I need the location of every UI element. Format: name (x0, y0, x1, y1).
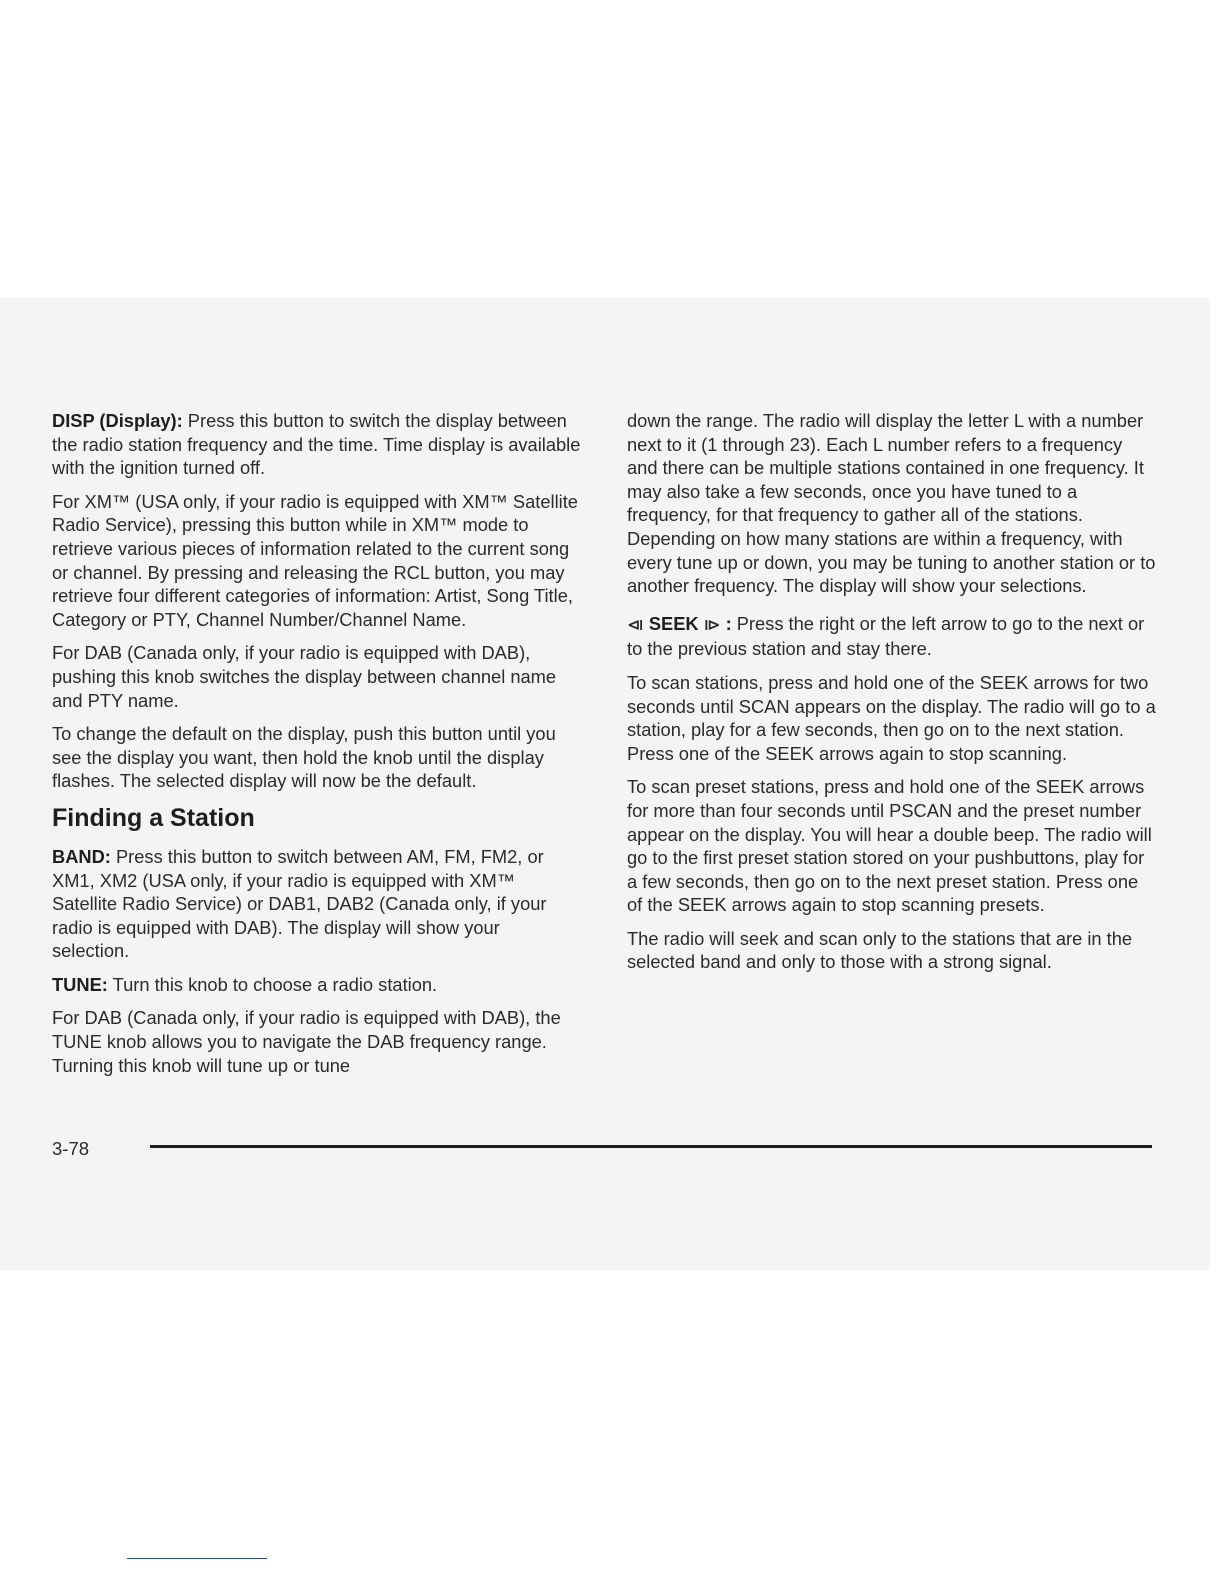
disp-default-paragraph: To change the default on the display, push this button until you see the display you want, then hold the knob until the display flashes. The selected display will now be the default. (52, 723, 556, 792)
band-text: Press this button to switch between AM, FM, FM2, or XM1, XM2 (USA only, if your radio is equipped with XM™ Satellite Radio Service) or DAB1, DAB2 (Canada only, if your radio is equipped with DAB). The display will show your selection. (52, 845, 547, 962)
tune-text: Turn this knob to choose a radio station. (107, 973, 438, 995)
seek-scan-note-paragraph: The radio will seek and scan only to the stations that are in the selected band and only to those with a strong signal. (627, 927, 1133, 973)
footer-rule (150, 1145, 1152, 1148)
seek-term-suffix: : (720, 612, 732, 634)
seek-text: Press the right or the left arrow to go to the next or to the previous station and stay there. (627, 612, 1145, 660)
preset-scan-paragraph: To scan preset stations, press and hold one of the SEEK arrows for more than four seconds until PSCAN and the preset number appear on the display. You will hear a double beep. The radio will go to the first preset station stored on your pushbuttons, play for a few seconds, then go on to the next preset station. Press one of the SEEK arrows again to stop scanning presets. (627, 776, 1152, 916)
right-column (627, 409, 1157, 984)
seek-left-icon: ⧏ (627, 616, 644, 634)
section-heading: Finding a Station (52, 803, 255, 832)
tune-continuation-paragraph: down the range. The radio will display the letter L with a number next to it (1 through 23). Each L number refers to a frequency and there can be multiple stations contained in one frequency. It may also take a few seconds, once you have tuned to a frequency, for that frequency to gather all of the stations. Depending on how many stations are within a frequency, with every tune up or down, you may be tuning to another station or to another frequency. The display will show your selections. (627, 410, 1156, 597)
page-number: 3-78 (52, 1138, 90, 1159)
tune-term: TUNE: (52, 973, 108, 995)
seek-term: SEEK (648, 612, 699, 634)
seek-right-icon: ⧐ (703, 616, 721, 634)
tune-dab-paragraph: For DAB (Canada only, if your radio is equipped with DAB), the TUNE knob allows you to navigate the DAB frequency range. Turning this knob will tune up or tune (52, 1007, 561, 1076)
disp-xm-paragraph: For XM™ (USA only, if your radio is equipped with XM™ Satellite Radio Service), pressing this button while in XM™ mode to retrieve various pieces of information related to the current song or channel. By pressing and releasing the RCL button, you may retrieve four different categories of information: Artist, Song Title, Category or PTY, Channel Number/Channel Name. (52, 490, 578, 630)
band-term: BAND: (52, 845, 111, 867)
bottom-rule (127, 1558, 267, 1559)
disp-term: DISP (Display): (52, 410, 183, 431)
scan-paragraph: To scan stations, press and hold one of the SEEK arrows for two seconds until SCAN appears on the display. The radio will go to a station, play for a few seconds, then go on to the next station. Press one of the SEEK arrows again to stop scanning. (627, 671, 1156, 764)
disp-dab-paragraph: For DAB (Canada only, if your radio is equipped with DAB), pushing this knob switches the display between channel name and PTY name. (52, 642, 557, 711)
seek-paragraph (627, 612, 1157, 661)
left-column (52, 409, 582, 1087)
tune-paragraph (52, 973, 582, 997)
disp-text: Press this button to switch the display between the radio station frequency and the time. Time display is available with the ignition turned off. (52, 410, 581, 479)
disp-paragraph (52, 409, 582, 480)
band-paragraph (52, 845, 582, 963)
